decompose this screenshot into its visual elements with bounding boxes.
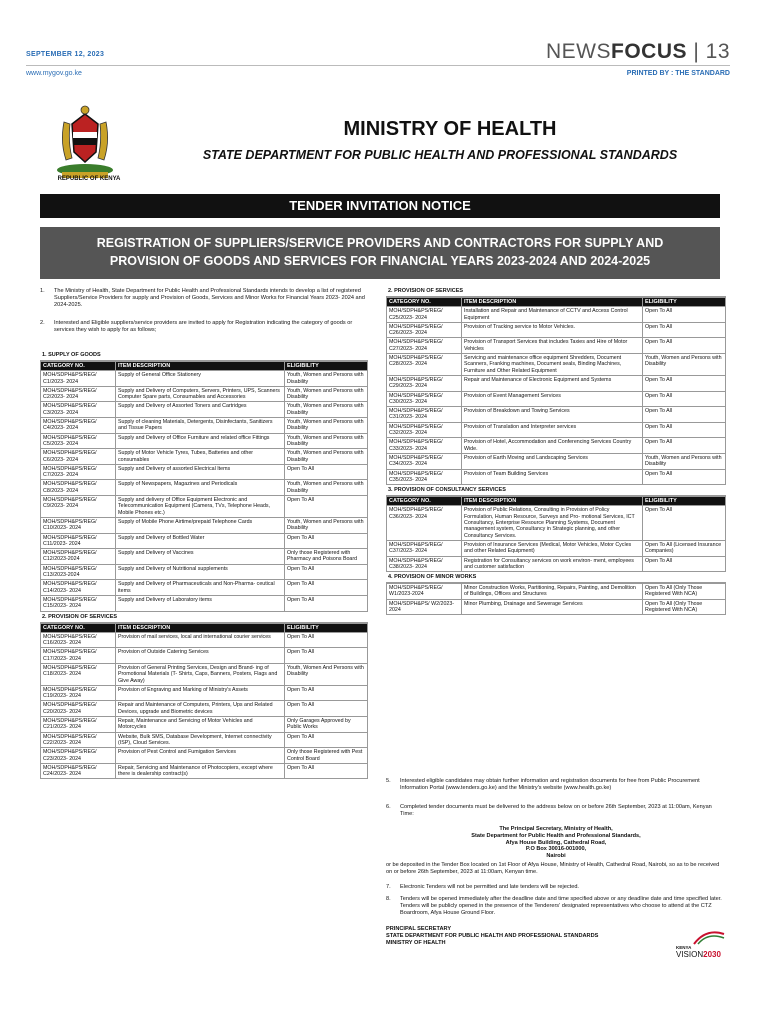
eligibility: Open To All <box>285 632 368 648</box>
category-number: MOH/SDPH&PS/REG/ C15/2023- 2024 <box>41 595 116 611</box>
website-link[interactable]: www.mygov.go.ke <box>26 70 82 77</box>
table-row <box>41 717 368 733</box>
category-number: MOH/SDPH&PS/REG/ C35/2023- 2024 <box>387 469 462 485</box>
category-number: MOH/SDPH&PS/REG/ C13/2023-2024 <box>41 564 116 580</box>
registration-line-2: PROVISION OF GOODS AND SERVICES FOR FINANCIAL YEARS 2023-2024 AND 2024-2025 <box>109 254 651 268</box>
table-row <box>41 533 368 549</box>
table-header <box>41 623 368 632</box>
note-7 <box>386 884 726 891</box>
category-number: MOH/SDPH&PS/REG/ C3/2023- 2024 <box>41 402 116 418</box>
eligibility: Open To All <box>285 685 368 701</box>
intro-text: Interested and Eligible suppliers/service providers are invited to apply for Registration indicating the category of goods or services they wish to apply for as follows; <box>54 320 353 333</box>
category-number: MOH/SDPH&PS/REG/ C24/2023- 2024 <box>41 763 116 779</box>
eligibility: Open To All <box>285 564 368 580</box>
item-description: Provision of mail services, local and international courier services <box>116 632 285 648</box>
table-row <box>387 438 726 454</box>
eligibility: Open To All <box>643 375 726 391</box>
table-row <box>41 480 368 496</box>
category-number: MOH/SDPH&PS/REG/ C20/2023- 2024 <box>41 701 116 717</box>
section-title: 4. PROVISION OF MINOR WORKS <box>386 572 726 583</box>
item-description: Minor Plumbing, Drainage and Sewerage Services <box>462 599 643 615</box>
table-row <box>387 556 726 572</box>
table-row <box>41 580 368 596</box>
printed-by: PRINTED BY : THE STANDARD <box>626 70 730 77</box>
table-row <box>41 433 368 449</box>
category-number: MOH/SDPH&PS/REG/ C8/2023- 2024 <box>41 480 116 496</box>
tender-notice-banner: TENDER INVITATION NOTICE <box>40 194 720 218</box>
intro-paragraph-1 <box>40 288 368 308</box>
item-description: Supply of General Office Stationery <box>116 371 285 387</box>
table-row <box>41 595 368 611</box>
eligibility: Open To All <box>285 595 368 611</box>
item-description: Provision of Breakdown and Towing Services <box>462 407 643 423</box>
category-number: MOH/SDPH&PS/REG/ C37/2023- 2024 <box>387 540 462 556</box>
category-number: MOH/SDPH&PS/REG/ C36/2023- 2024 <box>387 506 462 540</box>
eligibility: Open To All <box>285 763 368 779</box>
note-5 <box>386 778 726 792</box>
eligibility: Only those Registered with Pharmacy and Poisons Board <box>285 549 368 565</box>
column-header-category: CATEGORY NO. <box>41 623 116 632</box>
section-title: 3. PROVISION OF CONSULTANCY SERVICES <box>386 485 726 496</box>
eligibility: Open To All <box>285 648 368 664</box>
item-description: Provision of Engraving and Marking of Ministry's Assets <box>116 685 285 701</box>
vision-word: VISION <box>676 950 704 959</box>
table-header <box>387 497 726 506</box>
category-number: MOH/SDPH&PS/REG/ C9/2023- 2024 <box>41 496 116 518</box>
column-header-item: ITEM DESCRIPTION <box>462 497 643 506</box>
right-tables <box>386 286 726 615</box>
eligibility: Open To All (Only Those Registered With NCA) <box>643 599 726 615</box>
item-description: Supply of Mobile Phone Airtime/prepaid Telephone Cards <box>116 517 285 533</box>
eligibility: Open To All <box>643 307 726 323</box>
category-number: MOH/SDPH&PS/REG/ C16/2023- 2024 <box>41 632 116 648</box>
item-description: Supply and Delivery of Bottled Water <box>116 533 285 549</box>
masthead-focus: FOCUS <box>611 40 687 63</box>
section-title: 2. PROVISION OF SERVICES <box>40 612 368 623</box>
table-row <box>387 322 726 338</box>
item-description: Provision of Translation and Interpreter services <box>462 422 643 438</box>
table-row <box>41 386 368 402</box>
category-number: MOH/SDPH&PS/REG/ C17/2023- 2024 <box>41 648 116 664</box>
tender-table <box>386 496 726 572</box>
column-header-eligibility: ELIGIBILITY <box>285 623 368 632</box>
table-row <box>41 517 368 533</box>
column-header-category: CATEGORY NO. <box>387 298 462 307</box>
category-number: MOH/SDPH&PS/REG/ C10/2023- 2024 <box>41 517 116 533</box>
column-header-item: ITEM DESCRIPTION <box>462 298 643 307</box>
note-number: 7. <box>386 884 391 890</box>
category-number: MOH/SDPH&PS/REG/ C19/2023- 2024 <box>41 685 116 701</box>
eligibility: Open To All <box>643 422 726 438</box>
eligibility: Open To All <box>643 556 726 572</box>
ministry-title: MINISTRY OF HEALTH <box>343 118 557 140</box>
category-number: MOH/SDPH&PS/REG/ C1/2023- 2024 <box>41 371 116 387</box>
item-description: Provision of Event Management Services <box>462 391 643 407</box>
eligibility: Open To All <box>285 464 368 480</box>
item-description: Provision of Pest Control and Fumigation Services <box>116 748 285 764</box>
table-row <box>387 307 726 323</box>
note-text: Tenders will be opened immediately after the deadline date and time specified above or any deadline date and time specified later. Tenders will be publicly opened in the presence of the Tenderers' designated representatives who choose to attend at the CTZ Boardroom, Afya House Ground Floor. <box>400 896 722 916</box>
item-description: Supply and Delivery of Vaccines <box>116 549 285 565</box>
column-header-category: CATEGORY NO. <box>387 497 462 506</box>
table-row <box>387 375 726 391</box>
signature-block <box>386 926 598 946</box>
vision-kenya: KENYA <box>676 945 692 950</box>
section-title: 1. SUPPLY OF GOODS <box>40 350 368 361</box>
category-number: MOH/SDPH&PS/REG/ C7/2023- 2024 <box>41 464 116 480</box>
category-number: MOH/SDPH&PS/REG/ C31/2023- 2024 <box>387 407 462 423</box>
table-row <box>41 418 368 434</box>
category-number: MOH/SDPH&PS/REG/ C23/2023- 2024 <box>41 748 116 764</box>
column-header-eligibility: ELIGIBILITY <box>643 497 726 506</box>
item-description: Provision of Transport Services that includes Taxies and Hire of Motor Vehicles <box>462 338 643 354</box>
deposit-text: or be deposited in the Tender Box located on 1st Floor of Afya House, Ministry of Health, Cathedral Road, Nairobi, so as to be received on or before 26th September, 2023 at 11:00am, Kenyan time. <box>386 862 720 875</box>
table-row <box>41 464 368 480</box>
item-description: Provision of Tracking service to Motor Vehicles. <box>462 322 643 338</box>
eligibility: Youth, Women and Persons with Disability <box>643 453 726 469</box>
issue-date: SEPTEMBER 12, 2023 <box>26 51 105 58</box>
eligibility: Open To All <box>643 438 726 454</box>
table-row <box>41 496 368 518</box>
eligibility: Open To All <box>643 391 726 407</box>
category-number: MOH/SDPH&PS/REG/ C4/2023- 2024 <box>41 418 116 434</box>
state-department-title: STATE DEPARTMENT FOR PUBLIC HEALTH AND PROFESSIONAL STANDARDS <box>202 148 678 162</box>
category-number: MOH/SDPH&PS/REG/ C11/2023- 2024 <box>41 533 116 549</box>
signature-line: MINISTRY OF HEALTH <box>386 939 446 946</box>
eligibility: Youth, Women and Persons with Disability <box>285 418 368 434</box>
eligibility: Only Garages Approved by Public Works <box>285 717 368 733</box>
category-number: MOH/SDPH&PS/REG/ C34/2023- 2024 <box>387 453 462 469</box>
category-number: MOH/SDPH&PS/REG/ C6/2023- 2024 <box>41 449 116 465</box>
signature-line: STATE DEPARTMENT FOR PUBLIC HEALTH AND PROFESSIONAL STANDARDS <box>386 932 599 939</box>
registration-line-1: REGISTRATION OF SUPPLIERS/SERVICE PROVIDERS AND CONTRACTORS FOR SUPPLY AND <box>96 236 664 250</box>
table-row <box>41 632 368 648</box>
column-header-eligibility: ELIGIBILITY <box>643 298 726 307</box>
item-description: Supply and Delivery of Nutritional supplements <box>116 564 285 580</box>
eligibility: Open To All <box>643 407 726 423</box>
eligibility: Youth, Women and Persons with Disability <box>285 480 368 496</box>
table-row <box>41 564 368 580</box>
address-line: Afya House Building, Cathedral Road, <box>505 839 607 846</box>
item-description: Supply of Motor Vehicle Tyres, Tubes, Batteries and other consumables <box>116 449 285 465</box>
eligibility: Youth, Women and Persons with Disability <box>285 402 368 418</box>
vision-year: 2030 <box>703 950 721 959</box>
item-description: Supply of Newspapers, Magazines and Periodicals <box>116 480 285 496</box>
table-row <box>41 449 368 465</box>
left-tables <box>40 350 368 779</box>
address-line: Nairobi <box>546 853 566 860</box>
category-number: MOH/SDPH&PS/REG/ C18/2023- 2024 <box>41 663 116 685</box>
item-description: Repair, Servicing and Maintenance of Photocopiers, except where there is dealership contract(s) <box>116 763 285 779</box>
table-row <box>387 469 726 485</box>
eligibility: Open To All <box>285 580 368 596</box>
table-row <box>387 584 726 600</box>
table-row <box>41 701 368 717</box>
table-row <box>387 354 726 376</box>
item-description: Supply and Delivery of Assorted Toners and Cartridges <box>116 402 285 418</box>
item-description: Provision of General Printing Services, Design and Brand- ing of Promotional Materials (T- Shirts, Caps, Banners, Posters, Flags and Give Away) <box>116 663 285 685</box>
eligibility: Open To All <box>643 469 726 485</box>
address-line: State Department for Public Health and Professional Standards, <box>471 832 641 839</box>
category-number: MOH/SDPH&PS/REG/ C30/2023- 2024 <box>387 391 462 407</box>
column-header-eligibility: ELIGIBILITY <box>285 362 368 371</box>
category-number: MOH/SDPH&PS/REG/ C33/2023- 2024 <box>387 438 462 454</box>
table-row <box>41 648 368 664</box>
category-number: MOH/SDPH&PS/REG/ C21/2023- 2024 <box>41 717 116 733</box>
eligibility: Youth, Women and Persons with Disability <box>285 433 368 449</box>
vision-swoosh-icon <box>676 930 726 946</box>
eligibility: Open To All <box>643 338 726 354</box>
vision-2030-logo <box>676 930 726 964</box>
category-number: MOH/SDPH&PS/REG/ C27/2023- 2024 <box>387 338 462 354</box>
item-description: Provision of Hotel, Accommodation and Conferencing Services Country Wide. <box>462 438 643 454</box>
table-row <box>387 422 726 438</box>
item-description: Website, Bulk SMS, Database Development, Internet connectivity (ISP), Cloud Services. <box>116 732 285 748</box>
item-description: Supply and Delivery of assorted Electrical Items <box>116 464 285 480</box>
item-description: Servicing and maintenance office equipment Shredders, Document Scanners, Franking machines, Document seals, Binding Machines, Furniture and Other Related Equipment <box>462 354 643 376</box>
signature-line: PRINCIPAL SECRETARY <box>386 926 452 932</box>
address-line: P.O Box 30016-001000, <box>525 846 587 853</box>
eligibility: Youth, Women and Persons with Disability <box>285 517 368 533</box>
item-description: Repair and Maintenance of Computers, Printers, Ups and Related Devices, upgrade and Biometric devices <box>116 701 285 717</box>
category-number: MOH/SDPH&PS/REG/ C25/2023- 2024 <box>387 307 462 323</box>
table-row <box>387 407 726 423</box>
eligibility: Only those Registered with Pest Control Board <box>285 748 368 764</box>
item-description: Installation and Repair and Maintenance of CCTV and Access Control Equipment <box>462 307 643 323</box>
table-row <box>41 663 368 685</box>
table-row <box>41 402 368 418</box>
page-number: | 13 <box>693 40 730 63</box>
note-8 <box>386 896 726 916</box>
table-row <box>41 685 368 701</box>
item-description: Repair, Maintenance and Servicing of Motor Vehicles and Motorcycles <box>116 717 285 733</box>
note-text: Electronic Tenders will not be permitted and late tenders will be rejected. <box>400 884 579 890</box>
table-row <box>41 371 368 387</box>
category-number: MOH/SDPH&PS/REG/ C38/2023- 2024 <box>387 556 462 572</box>
category-number: MOH/SDPH&PS/REG/ C22/2023- 2024 <box>41 732 116 748</box>
column-header-item: ITEM DESCRIPTION <box>116 623 285 632</box>
eligibility: Open To All <box>285 701 368 717</box>
category-number: MOH/SDPH&PS/REG/ C2/2023- 2024 <box>41 386 116 402</box>
eligibility: Open To All <box>643 506 726 540</box>
category-number: MOH/SDPH&PS/REG/ C29/2023- 2024 <box>387 375 462 391</box>
address-line: The Principal Secretary, Ministry of Health, <box>499 826 613 832</box>
deposit-note <box>386 862 726 876</box>
category-number: MOH/SDPH&PS/REG/ C28/2023- 2024 <box>387 354 462 376</box>
eligibility: Open To All <box>285 533 368 549</box>
item-description: Registration for Consultancy services on work environ- ment, employees and customer satisfaction <box>462 556 643 572</box>
eligibility: Youth, Women and Persons with Disability <box>643 354 726 376</box>
item-description: Provision of Outside Catering Services <box>116 648 285 664</box>
table-row <box>387 453 726 469</box>
item-description: Provision of Insurance Services (Medical, Motor Vehicles, Motor Cycles and other Related Equipment) <box>462 540 643 556</box>
eligibility: Open To All (Licensed Insurance Companies) <box>643 540 726 556</box>
intro-text: The Ministry of Health, State Department for Public Health and Professional Standards intends to develop a list of registered Suppliers/Service Providers for supply and Provision of Goods, Services and Minor Works for Financial Years 2023- 2024 and 2024-2025. <box>54 288 365 308</box>
republic-of-kenya-label: REPUBLIC OF KENYA <box>57 176 121 182</box>
category-number: MOH/SDPH&PS/REG/ C5/2023- 2024 <box>41 433 116 449</box>
coat-of-arms-icon <box>50 102 120 182</box>
table-header <box>41 362 368 371</box>
header-divider <box>26 65 730 66</box>
note-number: 8. <box>386 896 391 902</box>
table-row <box>387 506 726 540</box>
column-header-category: CATEGORY NO. <box>41 362 116 371</box>
table-row <box>41 549 368 565</box>
category-number: MOH/SDPH&PS/REG/ W1/2023-2024 <box>387 584 462 600</box>
eligibility: Youth, Women And Persons with Disability <box>285 663 368 685</box>
table-row <box>387 338 726 354</box>
item-description: Supply and Delivery of Office Furniture and related office Fittings <box>116 433 285 449</box>
column-header-item: ITEM DESCRIPTION <box>116 362 285 371</box>
category-number: MOH/SDPH&PS/ W2/2023-2024 <box>387 599 462 615</box>
eligibility: Youth, Women and Persons with Disability <box>285 371 368 387</box>
category-number: MOH/SDPH&PS/REG/ C12/2023-2024 <box>41 549 116 565</box>
table-header <box>387 298 726 307</box>
eligibility: Open To All <box>285 732 368 748</box>
tender-table <box>40 361 368 612</box>
table-row <box>387 391 726 407</box>
item-description: Supply and Delivery of Laboratory items <box>116 595 285 611</box>
category-number: MOH/SDPH&PS/REG/ C26/2023- 2024 <box>387 322 462 338</box>
tender-table <box>386 297 726 485</box>
item-description: Provision of Team Building Services <box>462 469 643 485</box>
item-description: Supply of cleaning Materials, Detergents, Disinfectants, Sanitizers and Tissue Papers <box>116 418 285 434</box>
intro-paragraph-2 <box>40 320 368 334</box>
item-description: Provision of Earth Moving and Landscaping Services <box>462 453 643 469</box>
table-row <box>41 748 368 764</box>
eligibility: Open To All <box>643 322 726 338</box>
item-description: Supply and Delivery of Pharmaceuticals and Non-Pharma- ceutical items <box>116 580 285 596</box>
note-number: 6. <box>386 804 391 810</box>
masthead <box>546 40 730 64</box>
table-row <box>387 540 726 556</box>
registration-banner <box>40 227 720 279</box>
table-row <box>41 732 368 748</box>
note-number: 5. <box>386 778 391 784</box>
section-title: 2. PROVISION OF SERVICES <box>386 286 726 297</box>
tender-table <box>386 583 726 615</box>
item-description: Supply and delivery of Office Equipment Electronic and Telecommunication Equipment (Camera, TVs, Telephone Heads, Mobile Phones etc.) <box>116 496 285 518</box>
vision-text <box>676 950 726 959</box>
eligibility: Open To All <box>285 496 368 518</box>
note-text: Interested eligible candidates may obtain further information and registration documents for free from Public Procurement Information Portal (www.tenders.go.ke) and the Ministry's website (www.health.go.ke) <box>400 778 700 791</box>
table-row <box>41 763 368 779</box>
category-number: MOH/SDPH&PS/REG/ C14/2023- 2024 <box>41 580 116 596</box>
note-6 <box>386 804 726 818</box>
eligibility: Open To All (Only Those Registered With NCA) <box>643 584 726 600</box>
masthead-news: NEWS <box>546 40 611 63</box>
category-number: MOH/SDPH&PS/REG/ C32/2023- 2024 <box>387 422 462 438</box>
item-description: Supply and Delivery of Computers, Servers, Printers, UPS, Scanners Computer Spare parts, Consumables and Accessories <box>116 386 285 402</box>
intro-number: 2. <box>40 320 45 326</box>
table-row <box>387 599 726 615</box>
item-description: Minor Construction Works, Partitioning, Repairs, Painting, and Demolition of Buildings, Offices and Structures <box>462 584 643 600</box>
eligibility: Youth, Women and Persons with Disability <box>285 449 368 465</box>
note-text: Completed tender documents must be delivered to the address below on or before 26th September, 2023 at 11:00am, Kenyan Time: <box>400 804 712 817</box>
eligibility: Youth, Women and Persons with Disability <box>285 386 368 402</box>
item-description: Repair and Maintenance of Electronic Equipment and Systems <box>462 375 643 391</box>
item-description: Provision of Public Relations, Consulting in Provision of Policy Formulation, Human Resource, Surveys and Pro- motional Services, ICT Consultancy, Enterprise Resource Planning Systems, Document management system, Consultancy in Strategic planning, and other Consultancy Services. <box>462 506 643 540</box>
tender-table <box>40 623 368 780</box>
delivery-address <box>386 826 726 860</box>
intro-number: 1. <box>40 288 45 294</box>
